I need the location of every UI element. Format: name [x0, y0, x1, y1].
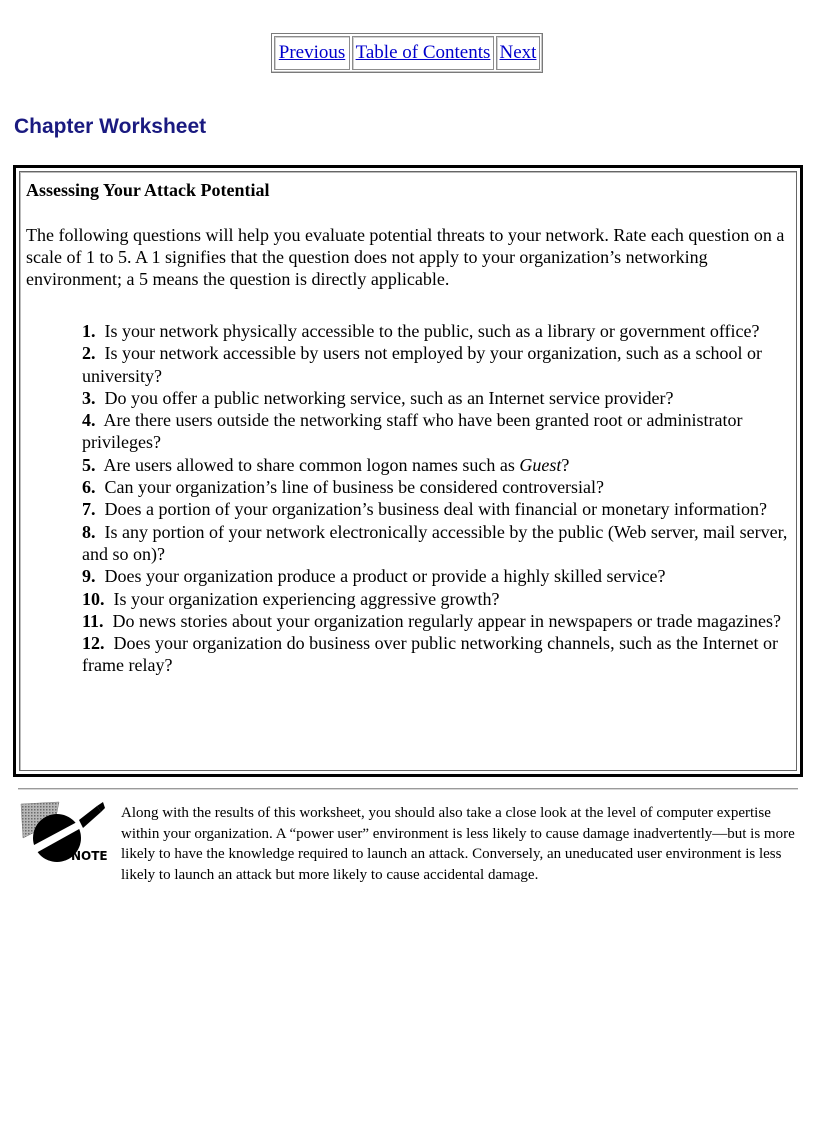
worksheet-inner [19, 171, 797, 771]
question-number: 3. [82, 387, 96, 408]
question-item [82, 632, 794, 677]
question-number: 4. [82, 410, 96, 431]
question-item [82, 409, 794, 454]
note-icon-label: NOTE [71, 849, 108, 863]
question-number: 5. [82, 454, 96, 475]
question-number: 6. [82, 477, 96, 498]
question-number: 1. [82, 321, 96, 341]
worksheet-title: Assessing Your Attack Potential [26, 180, 270, 200]
question-item [82, 521, 794, 566]
question-text: Does your organization do business over public networking channels, such as the Internet or frame relay? [82, 633, 779, 676]
question-item [82, 342, 794, 387]
question-number: 11. [82, 610, 104, 631]
question-number: 9. [82, 566, 96, 587]
question-number: 8. [82, 521, 96, 542]
table-of-contents-link[interactable]: Table of Contents [355, 42, 491, 63]
question-text: Is your network physically accessible to the public, such as a library or government office? [104, 321, 760, 341]
question-text: Is your organization experiencing aggressive growth? [113, 588, 500, 609]
question-item [82, 610, 794, 632]
question-text: Does a portion of your organization’s business deal with financial or monetary information? [104, 499, 768, 520]
question-number: 7. [82, 499, 96, 520]
question-item [82, 565, 794, 587]
worksheet-box [13, 165, 803, 777]
question-text: Are there users outside the networking staff who have been granted root or administrator privileges? [82, 410, 743, 453]
question-item [82, 387, 794, 409]
note-icon [19, 800, 119, 866]
question-text-end: ? [561, 454, 570, 475]
question-text: Do news stories about your organization regularly appear in newspapers or trade magazines? [112, 610, 781, 631]
question-text: Can your organization’s line of business be considered controversial? [104, 477, 605, 498]
question-number: 12. [82, 633, 105, 654]
question-text: Do you offer a public networking service, such as an Internet service provider? [104, 387, 674, 408]
chapter-heading: Chapter Worksheet [14, 115, 207, 138]
question-item [82, 454, 794, 476]
question-text: Is any portion of your network electronically accessible by the public (Web server, mail server, and so on)? [82, 521, 788, 564]
worksheet-intro: The following questions will help you evaluate potential threats to your network. Rate each question on a scale of 1 to 5. A 1 signifies that the question does not apply to your organization’s networking environment; a 5 means the question is directly applicable. [26, 225, 785, 289]
question-text: Are users allowed to share common logon names such as [103, 454, 520, 475]
previous-link[interactable]: Previous [278, 42, 346, 63]
question-number: 10. [82, 588, 105, 609]
note-text: Along with the results of this worksheet, you should also take a close look at the level of computer expertise within your organization. A “power user” environment is less likely to cause damage inadvertently—but is more likely to have the knowledge required to launch an attack. Conversely, an uneducated user environment is less likely to launch an attack but more likely to cause accidental damage. [121, 805, 795, 883]
question-item [82, 320, 794, 342]
section-divider [18, 788, 798, 790]
question-text: Does your organization produce a product or provide a highly skilled service? [104, 566, 666, 587]
question-item [82, 498, 794, 520]
question-item [82, 476, 794, 498]
question-list [82, 320, 794, 677]
nav-cell-toc [352, 36, 494, 70]
question-text: Is your network accessible by users not employed by your organization, such as a school or university? [82, 343, 763, 386]
question-item [82, 588, 794, 610]
navigation-bar [271, 33, 543, 73]
next-link[interactable]: Next [499, 42, 537, 63]
nav-cell-next [496, 36, 540, 70]
question-number: 2. [82, 343, 96, 364]
nav-cell-previous [274, 36, 350, 70]
question-emphasis: Guest [519, 454, 562, 475]
